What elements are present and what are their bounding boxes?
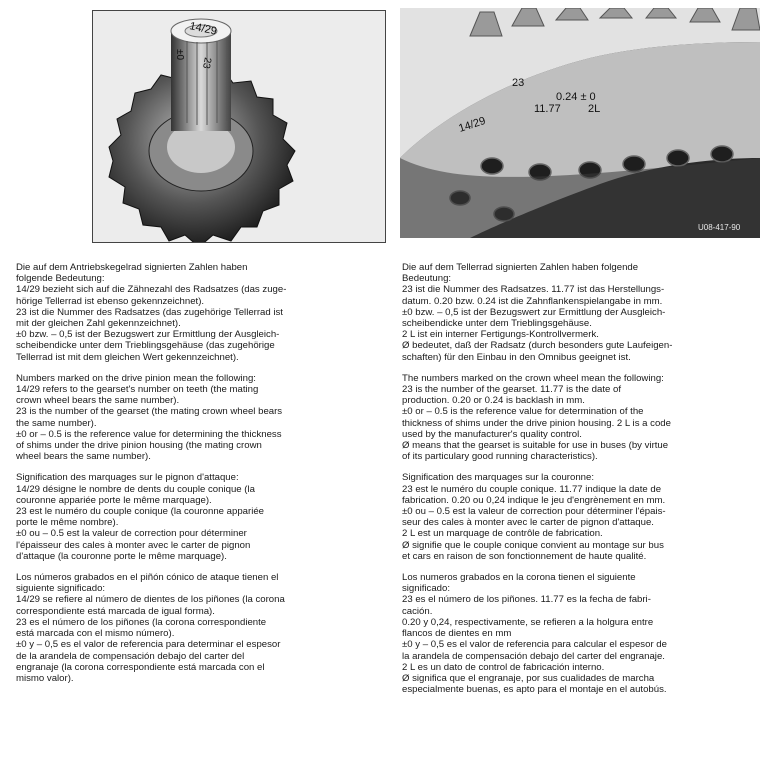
text-line: 23 ist die Nummer des Radsatzes (das zugehörige Tellerrad ist — [16, 306, 283, 318]
crown-label-backlash: 0.24 ± 0 — [556, 91, 596, 103]
text-line: correspondiente está marcada de igual forma). — [16, 605, 215, 617]
text-line: Los numeros grabados en la corona tienen el siguiente — [402, 572, 636, 584]
text-line: Signification des marquages sur le pignon d'attaque: — [16, 472, 239, 484]
text-line: especialmente buenas, es apto para el montaje en el autobús. — [402, 684, 667, 696]
text-line: 2 L est un marquage de contrôle de fabrication. — [402, 528, 603, 540]
text-line: Bedeutung: — [402, 273, 452, 285]
text-line: et cars en raison de son fonctionnement de haute qualité. — [402, 550, 647, 562]
text-line: ±0 bzw. – 0,5 ist der Bezugswert zur Ermittlung der Ausgleich- — [402, 306, 666, 318]
text-line: production. 0.20 or 0.24 is backlash in mm. — [402, 395, 585, 407]
text-line: scheibendicke unter dem Trieblingsgehäuse. — [402, 318, 592, 330]
pinion-label-pair: 14/29 — [188, 20, 218, 38]
text-line: 14/29 désigne le nombre de dents du couple conique (la — [16, 483, 255, 495]
paragraph-english — [16, 373, 382, 463]
text-line: crown wheel bears the same number). — [16, 395, 180, 407]
text-line: flancos de dientes en mm — [402, 628, 512, 640]
text-line: 2 L ist ein interner Fertigungs-Kontrollvermerk. — [402, 329, 599, 341]
text-line: de la arandela de compensación debajo del carter del — [16, 650, 245, 662]
crown-wheel-description-column — [402, 262, 758, 705]
text-line: thickness of shims under the drive pinion housing. 2 L is a code — [402, 417, 671, 429]
crown-wheel-illustration — [400, 8, 760, 238]
text-line: ±0 y – 0,5 es el valor de referencia para determinar el espesor — [16, 639, 281, 651]
text-line: siguiente significado: — [16, 583, 106, 595]
text-line: The numbers marked on the crown wheel mean the following: — [402, 372, 664, 384]
text-line: engranaje (la corona correspondiente está marcada con el — [16, 661, 265, 673]
text-line: está marcada con el mismo número). — [16, 628, 175, 640]
text-line: Ø bedeutet, daß der Radsatz (durch besonders gute Laufeigen- — [402, 340, 673, 352]
text-line: 23 is the number of the gearset. 11.77 is the date of — [402, 384, 622, 396]
paragraph-german — [402, 262, 758, 363]
crown-label-gearset: 23 — [512, 77, 525, 89]
drive-pinion-photo — [92, 10, 386, 243]
text-line: ±0 bzw. – 0,5 ist der Bezugswert zur Ermittlung der Ausgleich- — [16, 329, 280, 341]
text-line: ±0 or – 0.5 is the reference value for determining the thickness — [16, 428, 282, 440]
paragraph-spanish — [16, 572, 382, 684]
text-line: couronne appariée porte le même marquage). — [16, 494, 212, 506]
text-line: 23 est le numéro du couple conique. 11.77 indique la date de — [402, 483, 662, 495]
text-line: ±0 or – 0.5 is the reference value for determination of the — [402, 406, 644, 418]
crown-label-control: 2L — [588, 103, 601, 115]
text-line: wheel bears the same number). — [16, 451, 151, 463]
text-line: of its particulary good running characteristics). — [402, 451, 598, 463]
text-line: hörige Tellerrad ist ebenso gekennzeichnet). — [16, 295, 205, 307]
text-line: porte le même nombre). — [16, 517, 119, 529]
text-line: 23 ist die Nummer des Radsatzes. 11.77 ist das Herstellungs- — [402, 284, 665, 296]
text-line: mismo valor). — [16, 672, 74, 684]
text-line: 0.20 y 0,24, respectivamente, se refieren a la holgura entre — [402, 616, 654, 628]
text-line: fabrication. 0.20 ou 0,24 indique le jeu d'engrènement en mm. — [402, 494, 666, 506]
paragraph-english — [402, 373, 758, 463]
text-line: 23 is the number of the gearset (the mating crown wheel bears — [16, 406, 283, 418]
text-line: Die auf dem Antriebskegelrad signierten Zahlen haben — [16, 262, 248, 273]
pinion-description-column — [16, 262, 382, 694]
text-line: folgende Bedeutung: — [16, 273, 105, 285]
text-line: 14/29 refers to the gearset's number on teeth (the mating — [16, 384, 259, 396]
text-line: ±0 y – 0,5 es el valor de referencia para calcular el espesor de — [402, 639, 667, 651]
text-line: Los números grabados en el piñón cónico de ataque tienen el — [16, 572, 279, 584]
text-line: la arandela de compensación debajo del carter del engranaje. — [402, 650, 665, 662]
crown-wheel-photo — [400, 8, 760, 238]
text-line: scheibendicke unter dem Trieblingsgehäuse (das zugehörige — [16, 340, 275, 352]
text-line: datum. 0.20 bzw. 0.24 ist die Zahnflankenspielangabe in mm. — [402, 295, 663, 307]
text-line: mit der gleichen Zahl gekennzeichnet). — [16, 318, 181, 330]
paragraph-french — [16, 472, 382, 562]
text-line: Tellerrad ist mit dem gleichen Wert gekennzeichnet). — [16, 351, 239, 363]
text-line: 23 es el número de los piñones. 11.77 es la fecha de fabri- — [402, 594, 651, 606]
pinion-shaft — [171, 19, 231, 131]
text-line: cación. — [402, 605, 433, 617]
text-line: Ø signifie que le couple conique convient au montage sur bus — [402, 539, 664, 551]
text-line: schaften) für den Einbau in den Omnibus geeignet ist. — [402, 351, 631, 363]
crown-label-date: 11.77 — [534, 103, 561, 115]
text-line: Numbers marked on the drive pinion mean the following: — [16, 372, 256, 384]
text-line: 14/29 bezieht sich auf die Zähnezahl des Radsatzes (das zuge- — [16, 284, 287, 296]
text-line: 23 est le numéro du couple conique (la couronne appariée — [16, 506, 265, 518]
text-line: the same number). — [16, 417, 97, 429]
text-line: Die auf dem Tellerrad signierten Zahlen haben folgende — [402, 262, 639, 273]
pinion-label-gearset: 23 — [200, 56, 213, 70]
text-line: Ø significa que el engranaje, por sus cualidades de marcha — [402, 672, 655, 684]
paragraph-german — [16, 262, 382, 363]
text-line: ±0 ou – 0.5 est la valeur de correction pour déterminer — [16, 528, 247, 540]
text-line: significado: — [402, 583, 450, 595]
text-line: used by the manufacturer's quality control. — [402, 428, 582, 440]
text-line: of shims under the drive pinion housing (the mating crown — [16, 440, 262, 452]
crown-label-pair: 14/29 — [457, 114, 488, 135]
photo-ref-code: U08-417-90 — [698, 223, 741, 232]
pinion-label-correction: ±0 — [174, 49, 185, 61]
text-line: 23 es el número de los piñones (la corona correspondiente — [16, 616, 267, 628]
drive-pinion-illustration — [93, 11, 385, 242]
paragraph-spanish — [402, 572, 758, 695]
paragraph-french — [402, 472, 758, 562]
text-line: 14/29 se refiere al número de dientes de los piñones (la corona — [16, 594, 285, 606]
text-line: 2 L es un dato de control de fabricación interno. — [402, 661, 605, 673]
text-line: ±0 ou – 0.5 est la valeur de correction pour déterminer l'épais- — [402, 506, 666, 518]
text-line: d'attaque (la couronne porte le même marquage). — [16, 550, 227, 562]
text-line: seur des cales à monter avec le carter de pignon d'attaque. — [402, 517, 654, 529]
text-line: l'épaisseur des cales à monter avec le carter de pignon — [16, 539, 251, 551]
text-line: Signification des marquages sur la couronne: — [402, 472, 594, 484]
text-line: Ø means that the gearset is suitable for use in buses (by virtue — [402, 440, 669, 452]
